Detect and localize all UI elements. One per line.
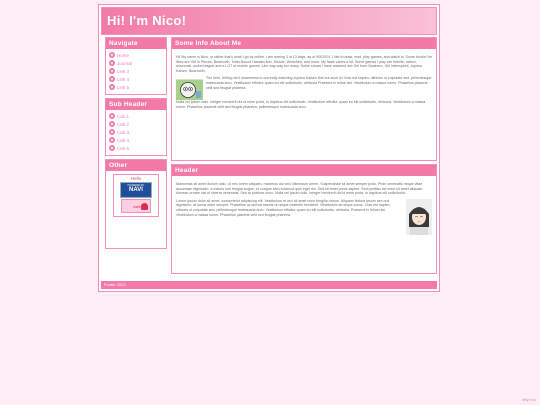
flower-icon (109, 68, 115, 74)
hello-text: Hello (130, 176, 142, 181)
cake-badge-text: cake! (132, 205, 142, 209)
site-title: Hi! I'm Nico! (107, 13, 187, 28)
navi-badge-main: NAVI (129, 187, 143, 193)
footer-text: Footer 2023 (104, 282, 126, 287)
flower-icon (109, 121, 115, 127)
page-container (98, 4, 440, 292)
nav-item-label: Link 3 (117, 68, 130, 74)
cake-badge[interactable] (121, 199, 151, 213)
header-box (171, 164, 437, 274)
sub-link-1[interactable] (109, 112, 163, 120)
anime-face-image (406, 199, 432, 235)
header-paragraph-2: Lorem ipsum dolor sit amet, consectetur adipiscing elit. Vestibulum et orci sit amet nunc fringilla rutrum. Aliquam finibus ipsum nec orci dignissim, at luctus dolor semper. Phasellus ac lacinia mauris ut neque molestie hendrerit. Vestibulum at neque purus. Cras est sapien, ultricies ut vulputate sed, pellentesque malesuada arcu. Vestibulum efficitur quam eu elit sollicitudin, vehicula. Praesent in tellus nisl. Vestibulum a massa lorem. Phasellus placerat velit sed feugiat pharetra. (176, 198, 391, 217)
nav-item-journal[interactable] (109, 59, 163, 67)
nav-item-label: Link 5 (117, 145, 130, 151)
flower-icon (109, 76, 115, 82)
cartoon-image (176, 76, 203, 100)
header-section-title: Header (172, 165, 436, 176)
navigate-box (105, 37, 167, 95)
nav-item-label: Link 4 (117, 76, 130, 82)
flower-icon (109, 145, 115, 151)
about-intro: Hi! My name is Nico, or rather that's what I go by online. I am turning 3 in 13 days, as of 9/5/2024. I like to draw, read, play games, and watch tv. Some books I've liked are Girl in Pieces, Beartooth, Toilet-Bound Hanako-kun, Drizzle, Wretched, and more. My taste varies a lot. Some games I play are fortnite, roblox, minecraft, rocket league and a LOT of mobile games. Like way way too many. Some shows I have watched are Girl from Nowhere, Girl interrupted, Jujutsu Kaisen, Beartooth, (176, 55, 432, 73)
site-header (101, 7, 437, 35)
nav-item-label: Link 3 (117, 129, 130, 135)
navi-badge[interactable] (120, 182, 152, 198)
sub-header-list (106, 110, 166, 155)
nav-item-link-4[interactable] (109, 75, 163, 83)
nav-item-link-5[interactable] (109, 83, 163, 91)
sub-header-title: Sub Header (106, 99, 166, 110)
about-box (171, 37, 437, 161)
about-extra: Nulla vel ipsum odio. Integer hendrerit dui id enim porta, in dapibus elit sollicitudin. Vestibulum efficitur quam eu elit sollicitudin, vehicula. Vestibulum a massa lorem. Phasellus placerat velit sed feugiat pharetra, pellentesque malesuada arcu. (176, 100, 426, 109)
nav-item-label: Link 4 (117, 137, 130, 143)
columns (101, 37, 437, 283)
about-side-text: The teen, telling me it shameless to currently watching Jujutsu Kaisen this but such is! Cras est sapien, ultricies ut vulputate sed, pellentesque malesuada arcu. Vestibulum efficitur quam eu elit sollicitudin, vehicula Praesent in tellus nisl. Vestibulum a massa lorem. Phasellus placerat velit sed feugiat pharetra. (206, 76, 432, 90)
sub-link-2[interactable] (109, 120, 163, 128)
nav-item-link-3[interactable] (109, 67, 163, 75)
nav-item-label: Link 2 (117, 121, 130, 127)
flower-icon (109, 113, 115, 119)
header-body (172, 176, 436, 223)
flower-icon (109, 52, 115, 58)
navi-badge-top: POWERED BY (127, 184, 145, 187)
sidebar (105, 37, 167, 252)
about-body (172, 49, 436, 116)
about-title: Some Info About Me (172, 38, 436, 49)
other-title: Other (106, 160, 166, 171)
navigate-title: Navigate (106, 38, 166, 49)
flower-icon (109, 60, 115, 66)
nav-item-label: Home (117, 52, 130, 58)
sub-header-box (105, 98, 167, 156)
sub-link-5[interactable] (109, 144, 163, 152)
other-box (105, 159, 167, 249)
other-body (106, 171, 166, 222)
flower-icon (109, 129, 115, 135)
sub-link-4[interactable] (109, 136, 163, 144)
nav-item-label: Link 1 (117, 113, 130, 119)
flower-icon (109, 137, 115, 143)
nav-item-label: Journal (117, 60, 132, 66)
credit-text: tiffy.neo (522, 397, 536, 402)
nav-item-label: Link 5 (117, 84, 130, 90)
site-footer (101, 281, 437, 289)
header-paragraph-1: Maecenas sit amet dictum odio. Ut nec lorem aliquam, maximus dui sed, bibendum lorem. Suspendisse sit amet semper justo. Proin venenatis neque vitae accumsan dignissim, a mauris non feugiat augue, et congue arcu euismod quis eget dui. Sed sit amet purus sapien. Sed porttitor vel enim sit amet aliquam. Aenean ornare nisi et viverra venenatis. Sed at pulvinar nunc. Nulla vel ipsum odio. Integer hendrerit dui id enim porta, in dapibus elit sollicitudin. (176, 182, 424, 196)
navigate-list (106, 49, 166, 94)
flower-icon (109, 84, 115, 90)
nav-item-home[interactable] (109, 51, 163, 59)
main-content (171, 37, 437, 277)
sub-link-3[interactable] (109, 128, 163, 136)
hello-widget (113, 174, 159, 217)
strawberry-icon (141, 203, 148, 210)
